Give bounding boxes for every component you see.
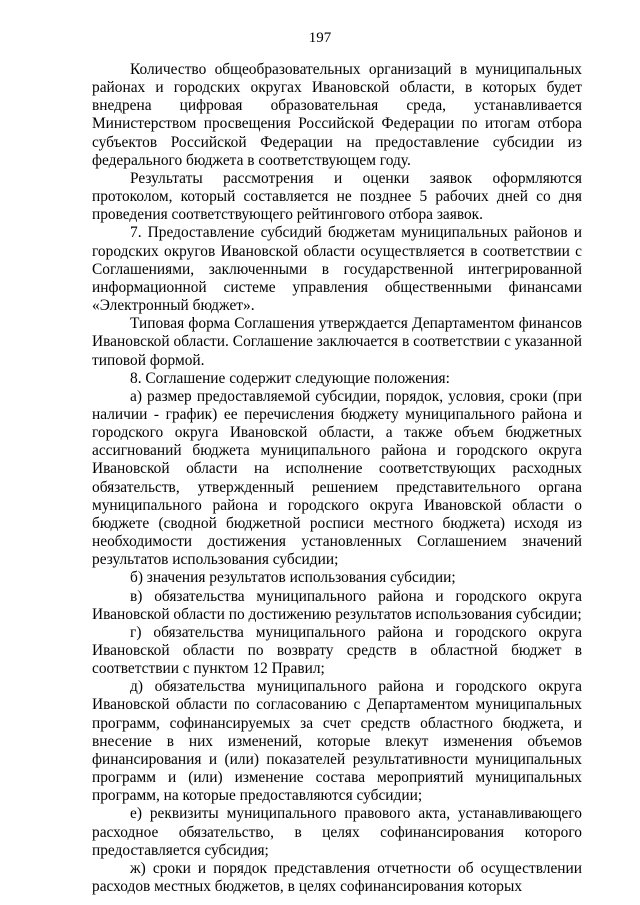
- document-body: [92, 61, 582, 896]
- paragraph-item-8b: б) значения результатов использования субсидии;: [130, 569, 456, 587]
- paragraph-item-7: 7. Предоставление субсидий бюджетам муниципальных районов и городских округов Ивановской области осуществляется в соответствии с Соглашениями, заключенными в государственной интегрированной информационной системе управления общественными финансами «Электронный бюджет».: [92, 224, 582, 315]
- paragraph-item-8a: а) размер предоставляемой субсидии, порядок, условия, сроки (при наличии - график) ее перечисления бюджету муниципального района и городского округа Ивановской области, а также объем бюджетных ассигнований бюджета муниципального района и городского округа Ивановской области на исполнение соответствующих расходных обязательств, утвержденный решением представительного органа муниципального района и городского округа Ивановской области о бюджете (сводной бюджетной росписи местного бюджета) исходя из необходимости достижения установленных Соглашением значений результатов использования субсидии;: [92, 387, 582, 569]
- page-number: 197: [308, 30, 332, 46]
- paragraph-item-8g: г) обязательства муниципального района и городского округа Ивановской области по возврату средств в областной бюджет в соответствии с пунктом 12 Правил;: [92, 623, 582, 678]
- paragraph-item-8v: в) обязательства муниципального района и городского округа Ивановской области по достижению результатов использования субсидии;: [92, 587, 582, 623]
- paragraph-review-results: Результаты рассмотрения и оценки заявок оформляются протоколом, который составляется не позднее 5 рабочих дней со дня проведения соответствующего рейтингового отбора заявок.: [92, 169, 582, 224]
- paragraph-school-count: Количество общеобразовательных организаций в муниципальных районах и городских округах Ивановской области, в которых будет внедрена цифровая образовательная среда, устанавливается Министерством просвещения Российской Федерации по итогам отбора субъектов Российской Федерации на предоставление субсидии из федерального бюджета в соответствующем году.: [92, 61, 582, 169]
- paragraph-typical-form: Типовая форма Соглашения утверждается Департаментом финансов Ивановской области. Соглашение заключается в соответствии с указанной типовой формой.: [92, 315, 582, 369]
- paragraph-item-8e: е) реквизиты муниципального правового акта, устанавливающего расходное обязательство, в целях софинансирования которого предоставляется субсидия;: [92, 805, 582, 859]
- paragraph-item-8d: д) обязательства муниципального района и городского округа Ивановской области по согласованию с Департаментом муниципальных программ, софинансируемых за счет средств областного бюджета, и внесение в них изменений, которые влекут изменения объемов финансирования и (или) показателей результативности муниципальных программ и (или) изменение состава мероприятий муниципальных программ, на которые предоставляются субсидии;: [92, 678, 582, 805]
- paragraph-item-8zh: ж) сроки и порядок представления отчетности об осуществлении расходов местных бюджетов, в целях софинансирования которых: [92, 859, 582, 896]
- paragraph-item-8: 8. Соглашение содержит следующие положения:: [130, 369, 450, 387]
